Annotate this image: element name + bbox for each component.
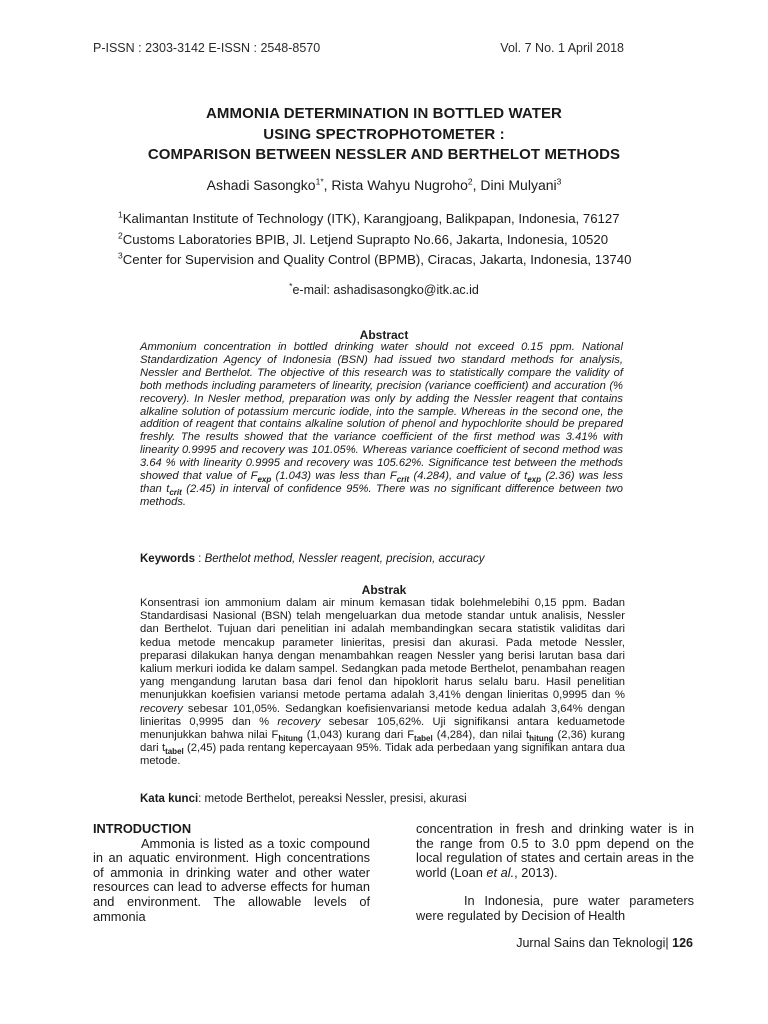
title-line-3: COMPARISON BETWEEN NESSLER AND BERTHELOT METHODS — [147, 146, 621, 163]
abstrak-text-3: sebesar 105,62%. Uji signifikansi antara keduametode menunjukkan bahwa nilai F — [140, 715, 625, 742]
abstrak-sub-4: tabel — [165, 747, 184, 757]
page-number: 126 — [672, 936, 693, 950]
abstrak-text-6: (2,36) kurang dari t — [140, 729, 626, 755]
intro-cont-text: concentration in fresh and drinking water is in the range from 0.5 to 3.0 ppm depend on the local regulation of states and certain areas in the world (Loan — [416, 821, 694, 880]
abstract-sub-3: exp — [527, 475, 541, 485]
affiliation-1-mark: 1 — [118, 209, 123, 220]
affiliation-2-text: Customs Laboratories BPIB, Jl. Letjend Suprapto No.66, Jakarta, Indonesia, 10520 — [122, 231, 609, 247]
abstract-heading: Abstract — [359, 328, 409, 342]
intro-paragraph-1: Ammonia is listed as a toxic compound in an aquatic environment. High concentrations of ammonia in drinking water and other water resources can lead to adverse effects for human and environment. The allowable levels of ammonia — [93, 835, 370, 924]
abstract-sub-4: crit — [169, 488, 182, 498]
keywords-value: Berthelot method, Nessler reagent, precision, accuracy — [204, 553, 485, 565]
affiliation-3-mark: 3 — [118, 250, 123, 261]
intro-paragraph-2: In Indonesia, pure water parameters were regulated by Decision of Health — [416, 893, 694, 923]
intro-cont-year: , 2013). — [514, 864, 558, 880]
email-text: e-mail: ashadisasongko@itk.ac.id — [292, 283, 479, 297]
volume-header: Vol. 7 No. 1 April 2018 — [500, 41, 624, 55]
title-line-1: AMMONIA DETERMINATION IN BOTTLED WATER — [206, 105, 562, 122]
abstract-text-2: (1.043) was less than F — [271, 470, 397, 483]
paper-title — [0, 104, 768, 166]
kata-kunci-label: Kata kunci — [140, 793, 199, 805]
intro-paragraph-1-cont — [416, 822, 694, 880]
affiliation-3 — [118, 250, 688, 271]
author-3: , Dini Mulyani — [472, 177, 557, 193]
corresponding-email — [0, 280, 768, 297]
title-line-2: USING SPECTROPHOTOMETER : — [263, 125, 505, 143]
kata-kunci-value: : metode Berthelot, pereaksi Nessler, presisi, akurasi — [198, 793, 467, 805]
intro-et-al: et al. — [486, 864, 515, 880]
journal-name: Jurnal Sains dan Teknologi — [516, 936, 666, 950]
abstrak-text-4: (1,043) kurang dari F — [302, 729, 415, 742]
keywords-label: Keywords — [140, 553, 195, 565]
kata-kunci — [140, 793, 640, 805]
author-list — [0, 177, 768, 193]
introduction-heading: INTRODUCTION — [93, 821, 192, 836]
keywords — [140, 553, 640, 565]
author-1: Ashadi Sasongko — [206, 177, 316, 193]
affiliation-2 — [118, 230, 688, 251]
paragraph-gap — [416, 880, 694, 894]
author-2: , Rista Wahyu Nugroho — [323, 177, 468, 193]
abstract-text-4: (2.36) was less than t — [140, 470, 623, 495]
abstrak-recovery-1: recovery — [140, 702, 183, 715]
abstract-text-3: (4.284), and value of t — [409, 470, 528, 483]
footer-separator: | — [665, 936, 673, 950]
abstrak-sub-1: hitung — [278, 734, 303, 744]
email-mark: * — [289, 280, 293, 291]
abstrak-recovery-2: recovery — [277, 715, 321, 728]
affiliation-3-text: Center for Supervision and Quality Control (BPMB), Ciracas, Jakarta, Indonesia, 13740 — [122, 252, 632, 267]
abstrak-body — [140, 597, 625, 769]
abstract-text-1: Ammonium concentration in bottled drinking water should not exceed 0.15 ppm. National Standardization Agency of Indonesia (BSN) had issued two standard methods for analysis, Nessler and Berthelot. The objective of this research was to statistically compare the validity of both methods including parameters of linearity, precision (variance coefficient) and accuration (% recovery). In Nesler method, preparation was only by adding the Nessler reagent that contains alkaline solution of potassium mercuric iodide, into the sample. Whereas in the second one, the addition of reagent that contains alkaline solution of phenol and hypochlorite should be prepared freshly. The results showed that the variance coefficient of the first method was 3.41% with linearity 0.9995 and recovery was 101.05%. Whereas variance coefficient of second method was 3.64 % with linearity 0.9995 and recovery was 105.62%. Significance test between the methods showed that value of F — [140, 341, 623, 483]
affiliation-1 — [118, 209, 688, 230]
abstract-sub-2: crit — [396, 475, 410, 485]
abstrak-text-2: sebesar 101,05%. Sedangkan koefisienvariansi metode kedua adalah 3,64% dengan linieritas 0,9995 dan % — [140, 702, 625, 728]
abstract-body — [140, 341, 623, 509]
affiliation-1-text: Kalimantan Institute of Technology (ITK), Karangjoang, Balikpapan, Indonesia, 76127 — [122, 211, 620, 226]
author-1-mark: 1* — [315, 176, 324, 187]
abstrak-text-7: (2,45) pada rentang kepercayaan 95%. Tidak ada perbedaan yang signifikan antara dua metode. — [140, 742, 626, 768]
abstrak-sub-2: tabel — [414, 734, 433, 744]
affiliations — [118, 209, 688, 271]
intro-left-column — [93, 822, 370, 924]
abstrak-text-5: (4,284), dan nilai t — [432, 729, 530, 742]
keywords-sep: : — [194, 553, 205, 565]
abstrak-text-1: Konsentrasi ion ammonium dalam air minum kemasan tidak bolehmelebihi 0,15 ppm. Badan Standardisasi Nasional (BSN) telah mengeluarkan dua metode standar untuk analisis, Nessler dan Berthelot. Tujuan dari penelitian ini adalah membandingkan secara statistik validitas dari kedua metode mencakup parameter linieritas, presisi dan akurasi. Pada metode Nessler, preparasi dilakukan hanya dengan menambahkan reagen Nessler yang berisi larutan basa dari kalium merkuri iodida ke dalam sampel. Sedangkan pada metode Berthelot, penambahan reagen yang mengandung larutan basa dari fenol dan hipoklorit harus selalu baru. Hasil penelitian menunjukkan koefisien variansi metode pertama adalah 3,41% dengan linieritas 0,9995 dan % — [140, 597, 625, 702]
author-3-mark: 3 — [556, 176, 562, 187]
page-footer — [516, 936, 693, 950]
intro-right-column — [416, 822, 694, 924]
abstract-sub-1: exp — [257, 475, 272, 485]
affiliation-2-mark: 2 — [118, 230, 123, 241]
abstract-text-5: (2.45) in interval of confidence 95%. There was no significant difference between two methods. — [140, 482, 623, 508]
abstrak-sub-3: hitung — [529, 734, 554, 744]
issn-header: P-ISSN : 2303-3142 E-ISSN : 2548-8570 — [93, 41, 321, 55]
author-2-mark: 2 — [467, 176, 473, 187]
abstrak-heading: Abstrak — [361, 583, 407, 597]
